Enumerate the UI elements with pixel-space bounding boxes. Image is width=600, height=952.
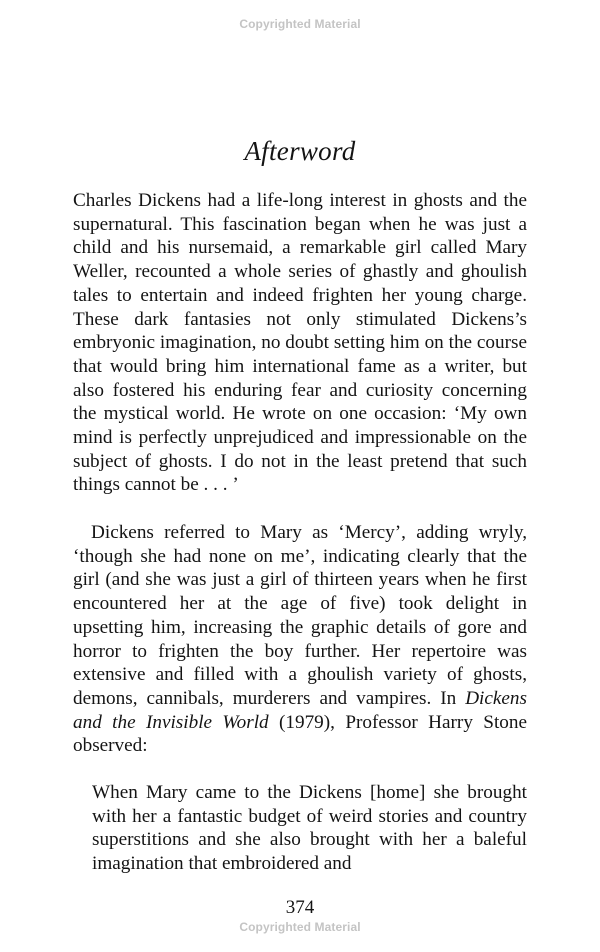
book-title: Dickens and the Invisible World: [73, 687, 527, 733]
paragraph-text: Charles Dickens had a life-long interest in ghosts and the supernatural. This fascination began when he was just a child and his nursemaid, a remarkable girl called Mary Weller, recounted a whole series of ghastly and ghoulish tales to entertain and indeed frighten her young charge. These dark fantasies not only stimulated Dickens’s embryonic imagination, no doubt setting him on the course that would bring him international fame as a writer, but also fostered his enduring fear and curiosity concerning the mystical world. He wrote on one occasion: ‘My own mind is perfectly unprejudiced and impressionable on the subject of ghosts. I do not in the least pretend that such things cannot be . . . ’: [73, 190, 527, 496]
page-number: 374: [285, 897, 315, 918]
paragraph-text: [73, 521, 527, 758]
chapter-title: Afterword: [244, 136, 356, 166]
paragraph-text-tail: (1979), Professor Harry Stone observed:: [73, 711, 527, 757]
copyright-watermark-top: Copyrighted Material: [239, 17, 361, 31]
body-paragraph-1: [73, 189, 527, 497]
paragraph-text-lead: Dickens referred to Mary as ‘Mercy’, adding wryly, ‘though she had none on me’, indicating clearly that the girl (and she was just a girl of thirteen years when he first encountered her at the age of five) took delight in upsetting him, increasing the graphic details of gore and horror to frighten the boy further. Her repertoire was extensive and filled with a ghoulish variety of ghosts, demons, cannibals, murderers and vampires. In: [73, 522, 527, 709]
block-quote: [92, 781, 527, 876]
copyright-watermark-bottom: Copyrighted Material: [239, 920, 361, 934]
body-paragraph-2: [73, 521, 527, 758]
quote-text: When Mary came to the Dickens [home] she brought with her a fantastic budget of weird stories and country superstitions and she also brought with her a baleful imagination that embroidered and: [92, 782, 527, 875]
